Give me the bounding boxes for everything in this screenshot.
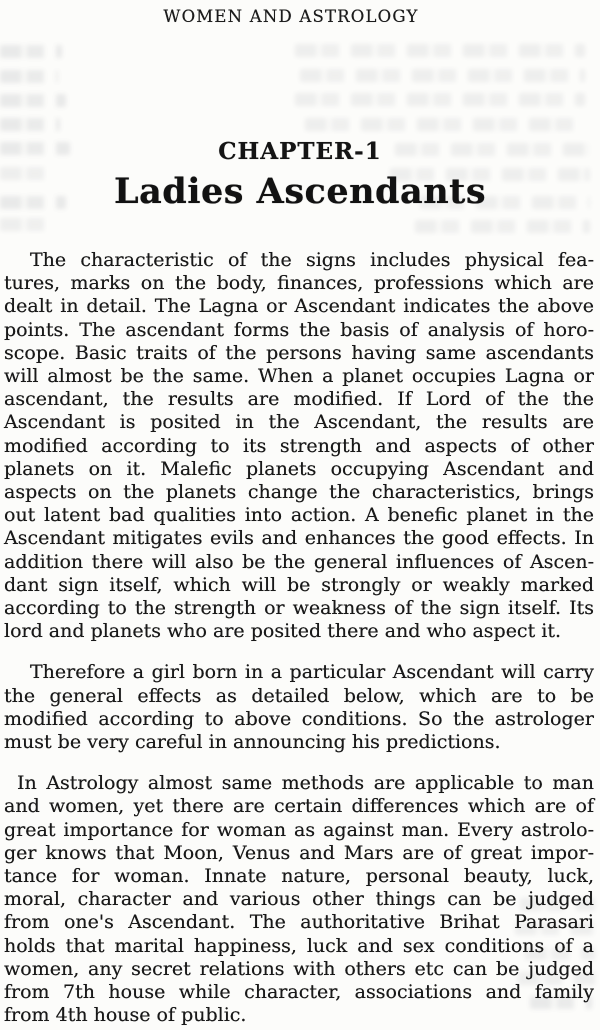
text-line: tance for woman. Innate nature, personal beauty, luck, xyxy=(4,865,594,888)
text-line: the general effects as detailed below, which are to be xyxy=(4,684,594,707)
text-line: will almost be the same. When a planet occupies Lagna or xyxy=(4,365,594,388)
text-line: Ascendant is posited in the Ascendant, the results are xyxy=(4,411,594,434)
text-line: great importance for woman as against man. Every astrolo- xyxy=(4,818,594,841)
text-line: Therefore a girl born in a particular Ascendant will carry xyxy=(30,661,594,684)
paragraph xyxy=(4,249,594,643)
ghost-text-line xyxy=(295,93,585,106)
text-line: aspects on the planets change the characteristics, brings xyxy=(4,481,594,504)
text-line: planets on it. Malefic planets occupying Ascendant and xyxy=(4,457,594,480)
text-line: and women, yet there are certain differences which are of xyxy=(4,795,594,818)
ghost-text-line xyxy=(0,94,66,107)
ghost-text-line xyxy=(0,45,62,58)
text-line: moral, character and various other things can be judged xyxy=(4,888,594,911)
text-line: from one's Ascendant. The authoritative Brihat Parasari xyxy=(4,911,594,934)
page-title: Ladies Ascendants xyxy=(113,171,487,212)
text-line: from 4th house of public. xyxy=(4,1004,247,1027)
text-line: In Astrology almost same methods are applicable to man xyxy=(17,772,594,795)
text-line: holds that marital happiness, luck and sex conditions of a xyxy=(4,934,594,957)
ghost-text-line xyxy=(0,118,60,131)
chapter-label: CHAPTER-1 xyxy=(218,138,382,165)
text-line: dealt in detail. The Lagna or Ascendant indicates the above xyxy=(4,295,594,318)
ghost-text-line xyxy=(415,220,590,233)
text-line: ascendant, the results are modified. If Lord of the the xyxy=(4,388,594,411)
running-header: WOMEN AND ASTROLOGY xyxy=(163,7,419,26)
text-line: dant sign itself, which will be strongly or weakly marked xyxy=(4,573,594,596)
text-line: modified according to its strength and aspects of other xyxy=(4,434,594,457)
text-line: ger knows that Moon, Venus and Mars are of great impor- xyxy=(4,841,594,864)
paragraph xyxy=(4,772,594,1027)
ghost-text-line xyxy=(0,70,58,83)
text-line: lord and planets who are posited there and who aspect it. xyxy=(4,620,562,643)
text-line: modified according to above conditions. So the astrologer xyxy=(4,707,594,730)
body-text xyxy=(4,249,594,1028)
text-line: from 7th house while character, associations and family xyxy=(4,981,594,1004)
text-line: tures, marks on the body, finances, professions which are xyxy=(4,272,594,295)
text-line: must be very careful in announcing his predictions. xyxy=(4,731,501,754)
text-line: out latent bad qualities into action. A benefic planet in the xyxy=(4,504,594,527)
text-line: addition there will also be the general influences of Ascen- xyxy=(4,550,594,573)
text-line: according to the strength or weakness of the sign itself. Its xyxy=(4,597,594,620)
ghost-text-line xyxy=(0,218,56,231)
text-line: scope. Basic traits of the persons having same ascendants xyxy=(4,341,594,364)
text-line: Ascendant mitigates evils and enhances the good effects. In xyxy=(4,527,594,550)
paragraph xyxy=(4,661,594,754)
ghost-text-line xyxy=(295,44,585,57)
text-line: The characteristic of the signs includes physical fea- xyxy=(30,249,594,271)
text-line: women, any secret relations with others etc can be judged xyxy=(4,957,594,980)
ghost-text-line xyxy=(305,118,585,131)
ghost-text-line xyxy=(300,69,585,82)
text-line: points. The ascendant forms the basis of analysis of horo- xyxy=(4,318,594,341)
